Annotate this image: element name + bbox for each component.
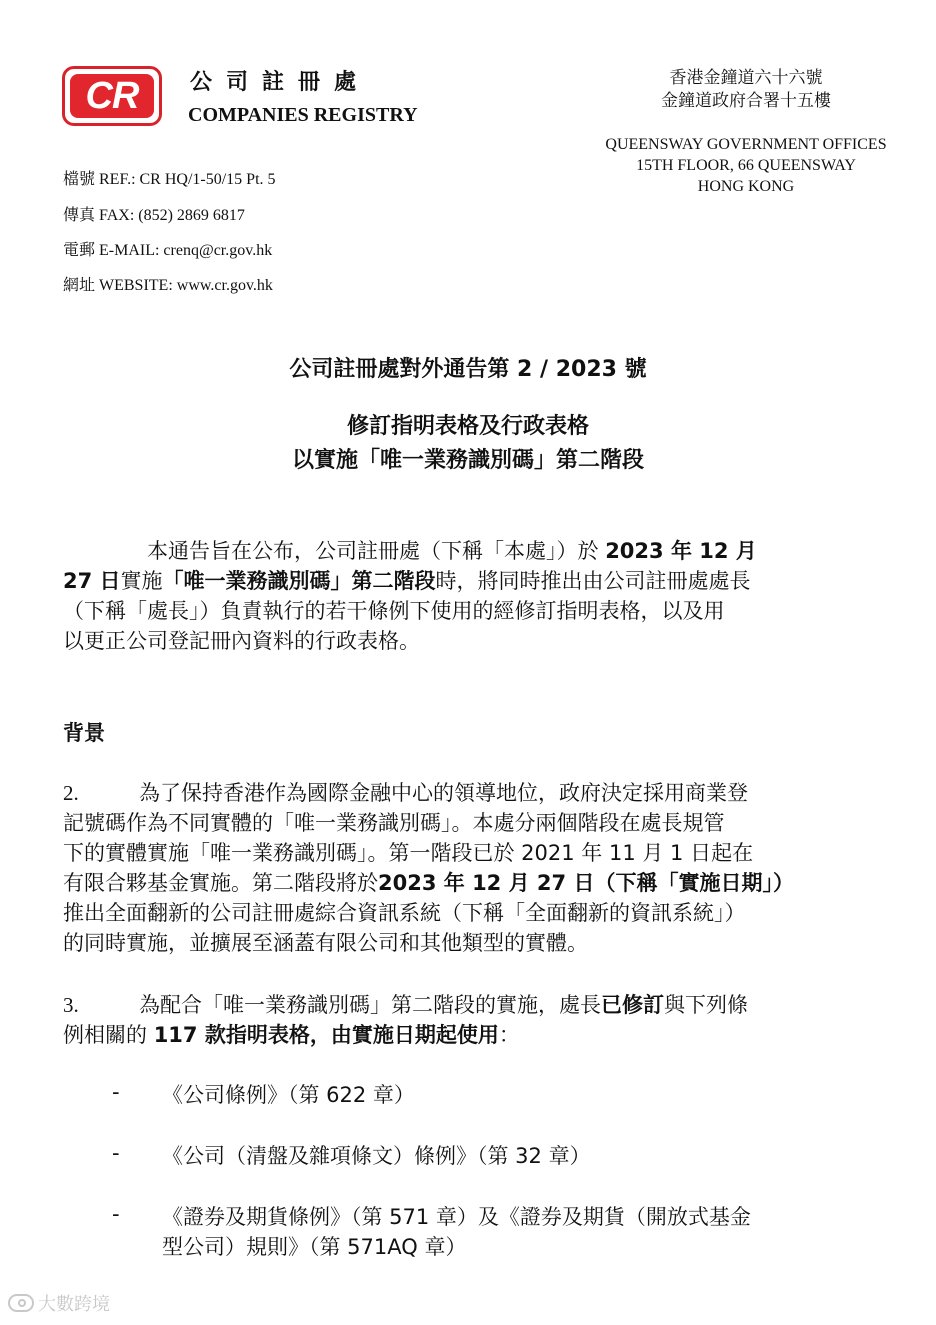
address-cn-line: 金鐘道政府合署十五樓 [661, 91, 831, 110]
section-heading-background: 背景 [63, 721, 105, 745]
list-item-line: 型公司）規則》（第 571AQ 章） [162, 1235, 467, 1259]
intro-line [63, 566, 867, 596]
text-run: 與下列條 [664, 993, 748, 1017]
paragraph-3 [63, 990, 867, 1050]
watermark [8, 1290, 110, 1316]
date-bold: 2023 年 12 月 [605, 539, 757, 563]
intro-line [63, 536, 867, 566]
text-run: 為配合「唯一業務識別碼」第二階段的實施，處長 [139, 993, 601, 1017]
cr-logo [62, 66, 162, 126]
text-run: 本通告旨在公布，公司註冊處（下稱「本處」）於 [147, 539, 606, 563]
text-run: 實施 [120, 569, 163, 593]
para2-line: 的同時實施，並擴展至涵蓋有限公司和其他類型的實體。 [63, 931, 588, 955]
text-run: 時，將同時推出由公司註冊處處長 [435, 569, 751, 593]
org-name-en: COMPANIES REGISTRY [188, 104, 418, 126]
amended-bold: 已修訂 [601, 993, 664, 1017]
address-en-line: HONG KONG [697, 178, 795, 195]
list-item-line: 《公司條例》（第 622 章） [162, 1083, 415, 1107]
notice-number-title: 公司註冊處對外通告第 2 / 2023 號 [289, 357, 647, 382]
para2-line: 下的實體實施「唯一業務識別碼」。第一階段已於 2021 年 11 月 1 日起在 [63, 841, 754, 865]
paragraph-2 [63, 778, 867, 958]
logo-text: CR [85, 75, 139, 117]
intro-line: （下稱「處長」）負責執行的若干條例下使用的經修訂指明表格，以及用 [63, 599, 725, 623]
para3-line [63, 1020, 867, 1050]
intro-line: 以更正公司登記冊內資料的行政表格。 [63, 629, 420, 653]
reference-number: 檔號 REF.: CR HQ/1-50/15 Pt. 5 [63, 171, 276, 188]
fax-number: 傳真 FAX: (852) 2869 6817 [63, 207, 245, 224]
list-item-line: 《公司（清盤及雜項條文）條例》（第 32 章） [162, 1144, 591, 1168]
forms-count-bold: 117 款指明表格，由實施日期起使用 [153, 1023, 499, 1047]
list-item [162, 1202, 867, 1262]
notice-subject-line-1: 修訂指明表格及行政表格 [346, 414, 589, 439]
list-item-line: 《證券及期貨條例》（第 571 章）及《證券及期貨（開放式基金 [162, 1205, 751, 1229]
address-en [566, 134, 926, 197]
list-item [162, 1080, 867, 1110]
logo-badge [70, 74, 154, 118]
paragraph-number: 2. [63, 781, 79, 805]
email-address: 電郵 E-MAIL: crenq@cr.gov.hk [63, 242, 273, 259]
ubi-phase-bold: 「唯一業務識別碼」第二階段 [162, 569, 436, 593]
bullet-dash: - [112, 1202, 120, 1226]
para3-line [63, 990, 867, 1020]
paragraph-number: 3. [63, 993, 79, 1017]
para2-line [63, 778, 867, 808]
watermark-text: 大數跨境 [38, 1294, 110, 1315]
intro-paragraph [63, 536, 867, 656]
address-en-line: QUEENSWAY GOVERNMENT OFFICES [605, 136, 887, 153]
text-run: 為了保持香港作為國際金融中心的領導地位，政府決定採用商業登 [139, 781, 748, 805]
bullet-dash: - [112, 1141, 120, 1165]
bullet-dash: - [112, 1080, 120, 1104]
text-run: 例相關的 [63, 1023, 154, 1047]
list-item [162, 1141, 867, 1171]
org-name-cn: 公司註冊處 [190, 70, 371, 95]
notice-subject-line-2: 以實施「唯一業務識別碼」第二階段 [291, 448, 644, 473]
address-cn [566, 66, 926, 112]
text-run: ： [498, 1023, 520, 1047]
para2-line: 記號碼作為不同實體的「唯一業務識別碼」。本處分兩個階段在處長規管 [63, 811, 725, 835]
para2-line: 推出全面翻新的公司註冊處綜合資訊系統（下稱「全面翻新的資訊系統」） [63, 901, 746, 925]
address-cn-line: 香港金鐘道六十六號 [669, 68, 823, 87]
text-run: 有限合夥基金實施。第二階段將於 [63, 871, 378, 895]
date-bold: 27 日 [63, 569, 121, 593]
watermark-logo-icon [8, 1294, 34, 1312]
address-en-line: 15TH FLOOR, 66 QUEENSWAY [636, 157, 856, 174]
para2-line [63, 868, 867, 898]
implementation-date-bold: 2023 年 12 月 27 日（下稱「實施日期」） [378, 871, 794, 895]
website-address: 網址 WEBSITE: www.cr.gov.hk [63, 277, 273, 294]
